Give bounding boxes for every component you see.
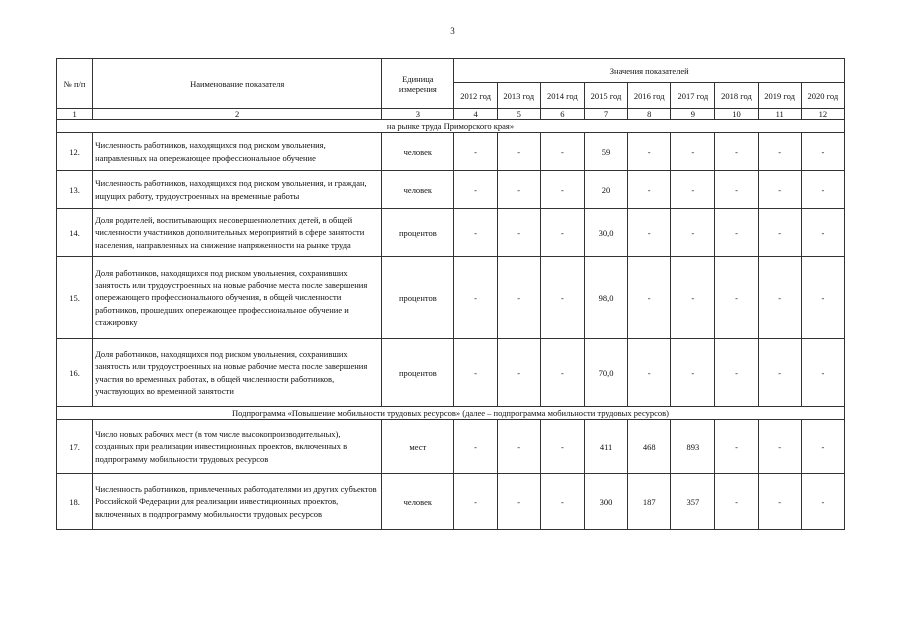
value-cell: 59 (584, 133, 627, 171)
indicator-name: Доля родителей, воспитывающих несовершеннолетних детей, в общей численности участников дополнительных мероприятий в сфере занятости населения, направленных на снижение напряженности на рынке труда (93, 209, 382, 257)
value-cell: - (628, 171, 671, 209)
value-cell: - (758, 474, 801, 530)
value-cell: - (497, 171, 540, 209)
value-cell: - (715, 171, 758, 209)
header-no: № п/п (57, 59, 93, 109)
header-unit: Единица измерения (382, 59, 454, 109)
header-year: 2012 год (454, 83, 497, 109)
indicator-name: Численность работников, находящихся под риском увольнения, и граждан, ищущих работу, трудоустроенных на временные работы (93, 171, 382, 209)
value-cell: - (758, 133, 801, 171)
value-cell: - (628, 133, 671, 171)
row-number: 13. (57, 171, 93, 209)
row-number: 18. (57, 474, 93, 530)
subprogram-caption: Подпрограмма «Повышение мобильности трудовых ресурсов» (далее – подпрограмма мобильности трудовых ресурсов) (57, 407, 845, 420)
column-number: 9 (671, 109, 715, 120)
value-cell: - (801, 474, 844, 530)
unit-of-measure: человек (382, 474, 454, 530)
value-cell: - (497, 339, 540, 407)
value-cell: 30,0 (584, 209, 627, 257)
value-cell: - (628, 209, 671, 257)
table-row (57, 474, 845, 530)
value-cell: - (715, 209, 758, 257)
value-cell: - (801, 420, 844, 474)
value-cell: - (715, 133, 758, 171)
unit-of-measure: мест (382, 420, 454, 474)
indicator-name: Доля работников, находящихся под риском увольнения, сохранивших занятость или трудоустроенных на новые рабочие места после завершения опережающего профессионального обучения, в общей численности работников, прошедших опережающее профессиональное обучение и стажировку (93, 257, 382, 339)
value-cell: 300 (584, 474, 627, 530)
header-year: 2015 год (584, 83, 627, 109)
column-number: 5 (497, 109, 540, 120)
column-number: 7 (584, 109, 627, 120)
column-number: 4 (454, 109, 497, 120)
value-cell: 20 (584, 171, 627, 209)
row-number: 14. (57, 209, 93, 257)
value-cell: - (801, 257, 844, 339)
value-cell: 411 (584, 420, 627, 474)
value-cell: 357 (671, 474, 715, 530)
header-year: 2019 год (758, 83, 801, 109)
indicator-name: Численность работников, находящихся под риском увольнения, направленных на опережающее профессиональное обучение (93, 133, 382, 171)
value-cell: - (671, 339, 715, 407)
page-number: 3 (450, 26, 455, 36)
header-year: 2017 год (671, 83, 715, 109)
header-year: 2020 год (801, 83, 844, 109)
value-cell: - (540, 420, 584, 474)
column-number: 3 (382, 109, 454, 120)
value-cell: - (454, 209, 497, 257)
value-cell: - (671, 257, 715, 339)
indicators-table (56, 58, 845, 530)
indicator-name: Доля работников, находящихся под риском увольнения, сохранивших занятость или трудоустроенных на новые рабочие места после завершения участия во временных работах, в общей численности работников, участвующих во временной занятости (93, 339, 382, 407)
table-row (57, 420, 845, 474)
value-cell: - (758, 339, 801, 407)
value-cell: - (540, 339, 584, 407)
unit-of-measure: процентов (382, 209, 454, 257)
value-cell: - (540, 257, 584, 339)
header-year: 2018 год (715, 83, 758, 109)
header-year: 2013 год (497, 83, 540, 109)
value-cell: - (454, 420, 497, 474)
unit-of-measure: процентов (382, 257, 454, 339)
value-cell: - (758, 257, 801, 339)
continuation-caption: на рынке труда Приморского края» (57, 120, 845, 133)
row-number: 16. (57, 339, 93, 407)
value-cell: - (671, 209, 715, 257)
value-cell: - (801, 339, 844, 407)
table-row (57, 171, 845, 209)
value-cell: - (497, 133, 540, 171)
value-cell: 468 (628, 420, 671, 474)
value-cell: 70,0 (584, 339, 627, 407)
value-cell: - (454, 257, 497, 339)
value-cell: - (801, 133, 844, 171)
value-cell: - (454, 133, 497, 171)
value-cell: - (454, 474, 497, 530)
value-cell: - (671, 133, 715, 171)
value-cell: - (758, 209, 801, 257)
value-cell: - (715, 420, 758, 474)
column-number: 1 (57, 109, 93, 120)
value-cell: - (540, 209, 584, 257)
header-year: 2016 год (628, 83, 671, 109)
value-cell: - (497, 420, 540, 474)
column-number: 2 (93, 109, 382, 120)
value-cell: - (540, 133, 584, 171)
row-number: 17. (57, 420, 93, 474)
value-cell: - (454, 171, 497, 209)
value-cell: - (540, 474, 584, 530)
table-row (57, 257, 845, 339)
value-cell: 187 (628, 474, 671, 530)
table-row (57, 209, 845, 257)
indicator-name: Численность работников, привлеченных работодателями из других субъектов Российской Федерации для реализации инвестиционных проектов, включенных в подпрограмму мобильности трудовых ресурсов (93, 474, 382, 530)
value-cell: - (715, 474, 758, 530)
header-name: Наименование показателя (93, 59, 382, 109)
column-number: 12 (801, 109, 844, 120)
value-cell: - (540, 171, 584, 209)
value-cell: - (454, 339, 497, 407)
column-number: 8 (628, 109, 671, 120)
value-cell: - (497, 474, 540, 530)
value-cell: 98,0 (584, 257, 627, 339)
column-number: 6 (540, 109, 584, 120)
row-number: 12. (57, 133, 93, 171)
value-cell: 893 (671, 420, 715, 474)
value-cell: - (715, 339, 758, 407)
header-year: 2014 год (540, 83, 584, 109)
value-cell: - (801, 209, 844, 257)
value-cell: - (801, 171, 844, 209)
value-cell: - (628, 339, 671, 407)
value-cell: - (758, 171, 801, 209)
table-row (57, 339, 845, 407)
value-cell: - (758, 420, 801, 474)
value-cell: - (497, 209, 540, 257)
unit-of-measure: процентов (382, 339, 454, 407)
value-cell: - (497, 257, 540, 339)
value-cell: - (715, 257, 758, 339)
column-number: 10 (715, 109, 758, 120)
table-row (57, 133, 845, 171)
header-values: Значения показателей (454, 59, 845, 83)
value-cell: - (628, 257, 671, 339)
row-number: 15. (57, 257, 93, 339)
unit-of-measure: человек (382, 133, 454, 171)
value-cell: - (671, 171, 715, 209)
column-number: 11 (758, 109, 801, 120)
unit-of-measure: человек (382, 171, 454, 209)
indicator-name: Число новых рабочих мест (в том числе высокопроизводительных), созданных при реализации инвестиционных проектов, включенных в подпрограмму мобильности трудовых ресурсов (93, 420, 382, 474)
